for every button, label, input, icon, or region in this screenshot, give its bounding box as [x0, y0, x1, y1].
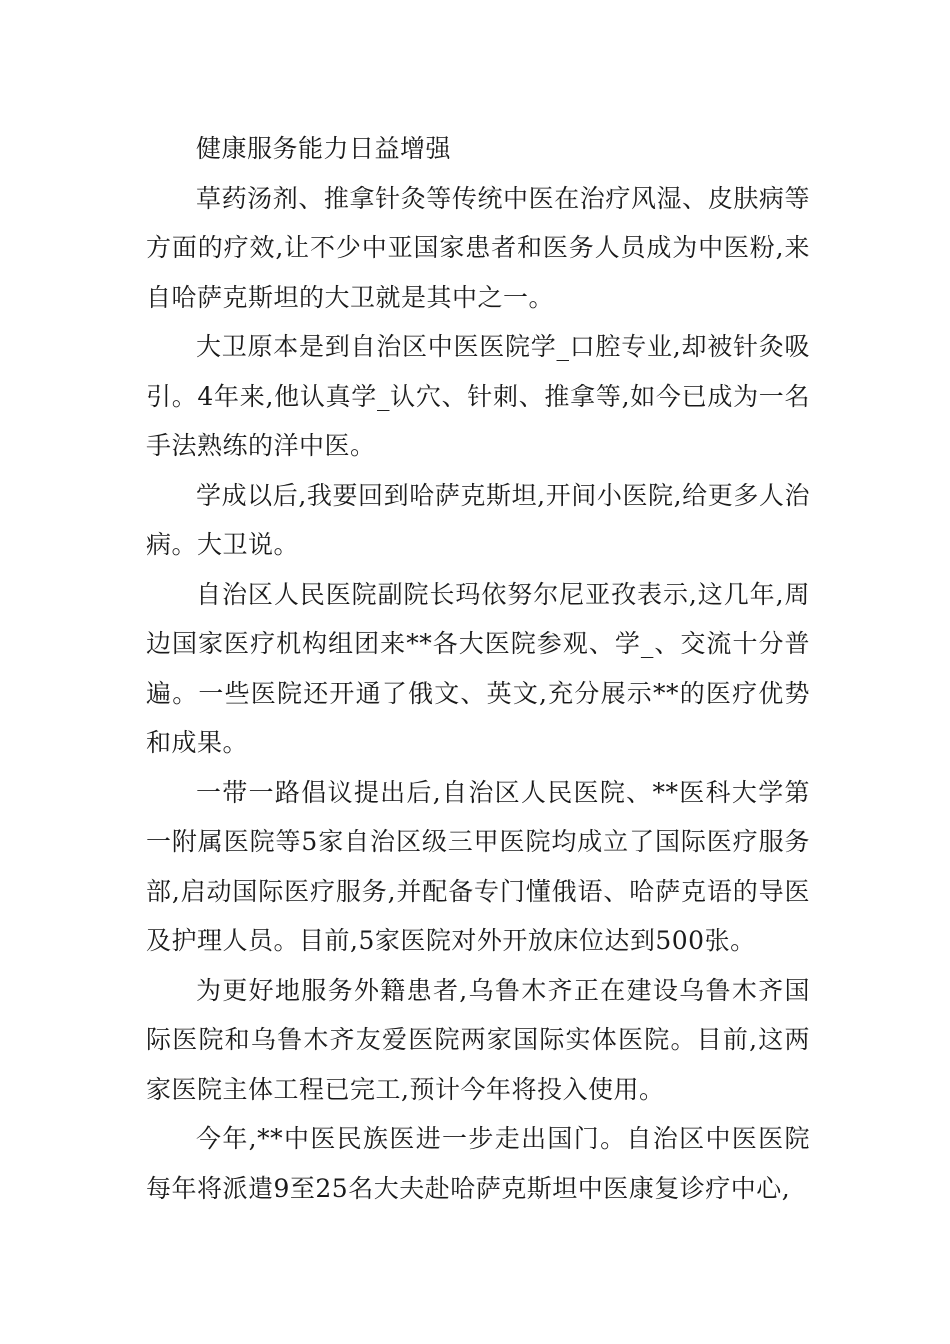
paragraph-7: 今年,**中医民族医进一步走出国门。自治区中医医院每年将派遣9至25名大夫赴哈萨克斯坦中医康复诊疗中心,	[146, 1124, 810, 1203]
paragraph-4: 自治区人民医院副院长玛依努尔尼亚孜表示,这几年,周边国家医疗机构组团来**各大医院参观、学_、交流十分普遍。一些医院还开通了俄文、英文,充分展示**的医疗优势和成果。	[146, 579, 810, 757]
document-page	[146, 124, 810, 1213]
paragraph-6: 为更好地服务外籍患者,乌鲁木齐正在建设乌鲁木齐国际医院和乌鲁木齐友爱医院两家国际实体医院。目前,这两家医院主体工程已完工,预计今年将投入使用。	[146, 975, 810, 1104]
paragraph-2: 大卫原本是到自治区中医医院学_口腔专业,却被针灸吸引。4年来,他认真学_认穴、针刺、推拿等,如今已成为一名手法熟练的洋中医。	[146, 332, 810, 460]
paragraph-1: 草药汤剂、推拿针灸等传统中医在治疗风湿、皮肤病等方面的疗效,让不少中亚国家患者和医务人员成为中医粉,来自哈萨克斯坦的大卫就是其中之一。	[146, 183, 810, 312]
paragraph-3: 学成以后,我要回到哈萨克斯坦,开间小医院,给更多人治病。大卫说。	[146, 480, 810, 559]
heading-paragraph: 健康服务能力日益增强	[196, 134, 452, 163]
paragraph-5: 一带一路倡议提出后,自治区人民医院、**医科大学第一附属医院等5家自治区级三甲医院均成立了国际医疗服务部,启动国际医疗服务,并配备专门懂俄语、哈萨克语的导医及护理人员。目前,5家医院对外开放床位达到500张。	[146, 777, 810, 955]
